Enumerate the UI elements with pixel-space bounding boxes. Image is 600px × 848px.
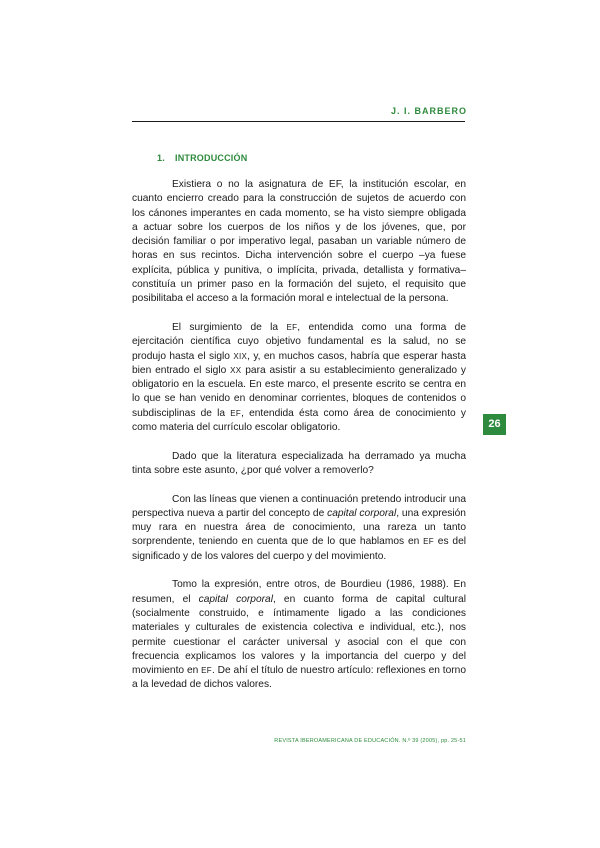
paragraph-5 xyxy=(132,578,466,692)
century-xix: XIX xyxy=(233,351,248,361)
p5-text: , en cuanto forma de capital cultural (socialmente construido, e íntimamente ligado a las condiciones materiales y culturales de existencia colectiva e individual, etc.), nos permite cuestionar el carácter universal y asocial con el que con frecuencia explicamos los valores y la importancia del cuerpo y del movimiento en xyxy=(132,593,466,677)
section-heading xyxy=(157,153,247,163)
p4-text: Con las líneas que vienen a continuación pretendo introducir una perspectiva nueva a partir del concepto de xyxy=(132,493,466,519)
header-rule xyxy=(132,121,465,122)
p2-text: , y, en muchos casos, habría que esperar hasta bien entrado el siglo xyxy=(132,350,466,376)
paragraph-4 xyxy=(132,493,466,564)
paragraph-1: Existiera o no la asignatura de EF, la institución escolar, en cuanto encierro creado para la construcción de sujetos de acuerdo con los cánones imperantes en cada momento, se ha visto siempre obligada a actuar sobre los cuerpos de los niños y de los jóvenes, que, por decisión familiar o por imperativo legal, pasaban un variable número de horas en sus recintos. Dicha intervención sobre el cuerpo –ya fuese explícita, pública y punitiva, o implícita, privada, detallista y formativa– constituía un primer paso en la formación del sujeto, el requisito que posibilitaba el acceso a la formación moral e intelectual de la persona. xyxy=(132,179,466,305)
abbr-ef: EF xyxy=(201,666,212,676)
article-body xyxy=(132,178,466,707)
footer-citation: REVISTA IBEROAMERICANA DE EDUCACIÓN. N.º 39 (2005), pp. 25-51 xyxy=(274,738,466,744)
section-number: 1. xyxy=(157,153,165,163)
term-capital-corporal: capital corporal xyxy=(198,593,273,605)
p4-text: es del significado y de los valores del cuerpo y del movimiento. xyxy=(132,536,467,562)
page-number-badge: 26 xyxy=(483,414,506,435)
section-title: INTRODUCCIÓN xyxy=(175,153,248,163)
paragraph-2 xyxy=(132,321,466,435)
abbr-ef: EF xyxy=(286,322,298,332)
p2-text: para asistir a su establecimiento generalizado y obligatorio en la escuela. En este marco, el presente escrito se centra en lo que se han venido en denominar corrientes, bloques de contenidos o subdisciplinas de la xyxy=(132,364,466,419)
abbr-ef: EF xyxy=(423,537,434,547)
term-capital-corporal: capital corporal xyxy=(327,507,397,519)
p2-text: , entendida ésta como área de conocimiento y como materia del currículo escolar obligatorio. xyxy=(132,407,466,434)
p5-text: Tomo la expresión, entre otros, de Bourdieu (1986, 1988). En resumen, el xyxy=(132,579,466,605)
running-head: J. I. BARBERO xyxy=(390,106,467,116)
p4-text: , una expresión muy rara en nuestra área de conocimiento, una rareza un tanto sorprendente, teniendo en cuenta que de lo que hablamos en xyxy=(132,507,466,548)
p2-text: , entendida como una forma de ejercitación científica cuyo objetivo fundamental es la salud, no se produjo hasta el siglo xyxy=(132,321,466,362)
abbr-ef: EF xyxy=(230,408,242,418)
p2-text: El surgimiento de la xyxy=(172,321,287,333)
paragraph-3: Dado que la literatura especializada ha derramado ya mucha tinta sobre este asunto, ¿por qué volver a removerlo? xyxy=(132,450,466,476)
p5-text: . De ahí el título de nuestro artículo: reflexiones en torno a la levedad de dichos valores. xyxy=(132,665,466,691)
century-xx: XX xyxy=(230,365,242,375)
